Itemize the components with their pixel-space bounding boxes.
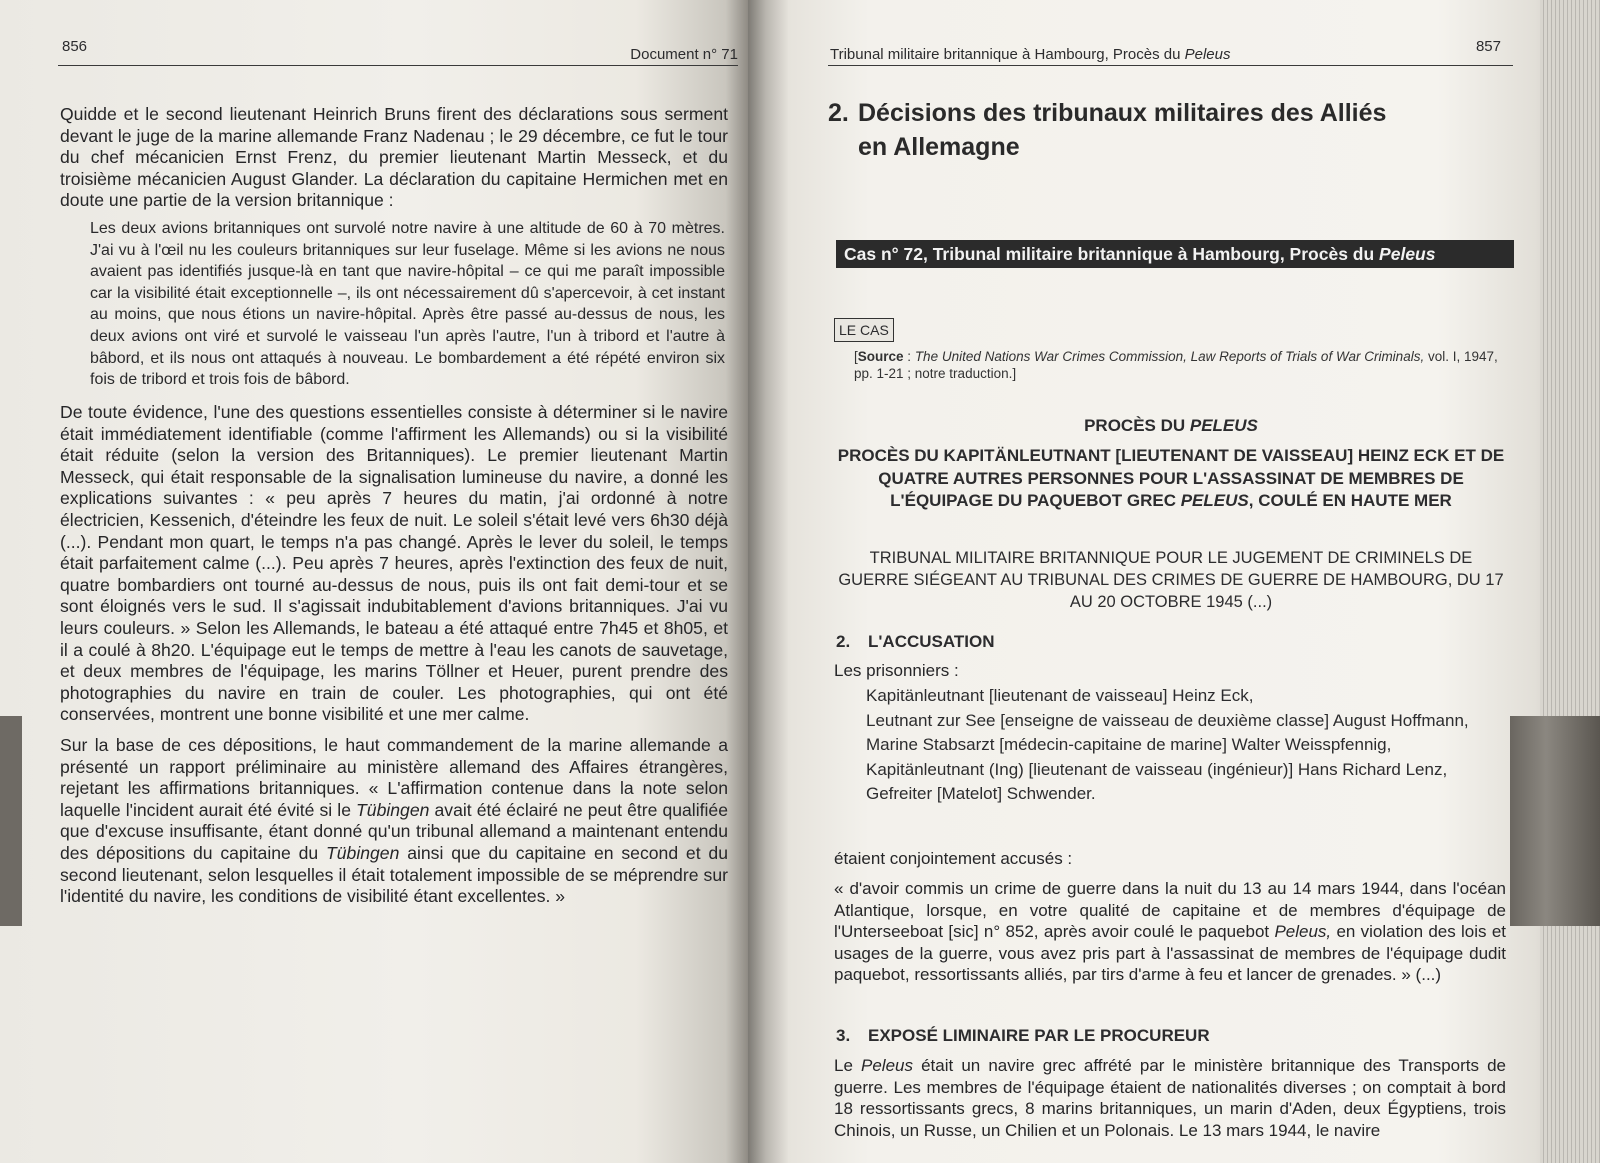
page-number-left: 856 [62,38,88,55]
prisoner-list [866,684,1506,807]
p3-ship-name-2: Tübingen [326,842,400,863]
case-bar-text: Cas n° 72, Tribunal militaire britannique à Hambourg, Procès du [844,244,1380,264]
list-item: Gefreiter [Matelot] Schwender. [866,784,1096,804]
source-label: Source [857,349,904,364]
charge-text-b: en violation des lois et usages de la guerre, vous avez pris part à l'assassinat de membres de l'équipage dudit paquebot, ressortissants alliés, par tirs d'arme à feu et lancer de grenades. » (...) [834,922,1506,985]
thumb-tab-left [0,716,22,926]
chapter-title [828,96,1448,164]
proces-prefix: PROCÈS DU [1084,416,1190,435]
right-running-head-title [830,46,1231,63]
trial-heading-b: , COULÉ EN HAUTE MER [1248,491,1452,510]
chapter-title-line-1: Décisions des tribunaux militaires des Alliés [858,99,1387,127]
trial-heading-a: PROCÈS DU KAPITÄNLEUTNANT [LIEUTENANT DE VAISSEAU] HEINZ ECK ET DE QUATRE AUTRES PERSONNES POUR L'ASSASSINAT DE MEMBRES DE L'ÉQUIPAGE DU PAQUEBOT GREC [837,446,1505,510]
book-gutter [748,0,788,1163]
page-edges [1540,0,1600,1163]
trial-heading [836,445,1506,513]
left-block-quote: Les deux avions britanniques ont survolé notre navire à une altitude de 60 à 70 mètres. J'ai vu à l'œil nu les couleurs britanniques sur leur fuselage. Même si les avions ne nous avaient pas identifiés jusque-là en tant que navire-hôpital – ce qui me paraît impossible car la visibilité était exceptionnelle –, ils ont nécessairement dû s'apercevoir, à cet instant au moins, que nous étions un navire-hôpital. Après être passé au-dessus de nous, les deux avions ont viré et survolé le vaisseau l'un après l'autre, l'un à tribord et l'autre à bâbord, et ils nous ont attaqués à nouveau. Le bombardement a été répété environ six fois de tribord et trois fois de bâbord. [90,220,725,389]
charge-text [834,878,1506,986]
section-expose-heading [836,1026,1210,1046]
proces-title [836,416,1506,436]
trial-heading-ship: PELEUS [1180,491,1249,510]
left-running-head-title: Document n° 71 [630,46,738,63]
list-item: Kapitänleutnant (Ing) [lieutenant de vaisseau (ingénieur)] Hans Richard Lenz, [866,759,1448,779]
expose-paragraph [834,1055,1506,1141]
section-2-title: L'ACCUSATION [868,632,995,651]
expose-prefix: Le [834,1056,862,1075]
section-3-title: EXPOSÉ LIMINAIRE PAR LE PROCUREUR [868,1026,1210,1045]
charge-text-a: « d'avoir commis un crime de guerre dans la nuit du 13 au 14 mars 1944, dans l'océan Atlantique, lorsque, en votre qualité de capitaine et de membres d'équipage de l'Unterseeboat [sic] n° 852, après avoir coulé le paquebot [834,879,1506,942]
left-paragraph-2: De toute évidence, l'une des questions essentielles consiste à déterminer si le navire était immédiatement identifiable (comme l'affirment les Allemands) ou si la visibilité était réduite (selon la version des Britanniques). Le premier lieutenant Martin Messeck, qui était responsable de la signalisation lumineuse du navire, a donné les explications suivantes : « peu après 7 heures du matin, j'ai ordonné à notre électricien, Kessenich, d'éteindre les feux de nuit. Le soleil s'était levé vers 6h30 déjà (...). Pendant mon quart, le temps n'a pas changé. Après le lever du soleil, le temps était parfaitement calme (...). Peu après 7 heures, après l'extinction des feux de nuit, quatre bombardiers ont tourné au-dessus de nous, puis ils ont fait demi-tour et se sont éloignés vers le sud. Il s'agissait indubitablement d'avions britanniques. J'ai vu leurs couleurs. » Selon les Allemands, le bateau a été attaqué entre 7h45 et 8h05, et il a coulé à 8h20. L'équipage eut le temps de mettre à l'eau les canots de sauvetage, et deux membres de l'équipage, les marins Töllner et Heuer, purent prendre des photographies du navire en train de couler. Les photographies, qui ont été conservées, montrent une bonne visibilité et une mer calme. [60,402,728,725]
p3-text-a: Sur la base de ces dépositions, le haut commandement de la marine allemande a présenté un rapport préliminaire au ministère allemand des Affaires étrangères, rejetant les affirmations britanniques. « L'affirmation contenue dans la note selon laquelle l'incident aurait été évité si le [60,735,728,820]
expose-ship: Peleus [861,1056,913,1075]
left-paragraph-3 [60,735,728,908]
list-item: Leutnant zur See [enseigne de vaisseau de deuxième classe] August Hoffmann, [866,710,1469,730]
expose-text: était un navire grec affrété par le ministère britannique des Transports de guerre. Les membres de l'équipage étaient de nationalités diverses ; on comptait à bord 18 ressortissants grecs, 8 marins britanniques, un marin d'Aden, deux Égyptiens, trois Chinois, un Russe, un Chilien et un Polonais. Le 13 mars 1944, le navire [834,1056,1506,1140]
thumb-tab-right [1510,716,1600,926]
chapter-number: 2. [828,99,849,127]
charge-ship: Peleus, [1274,922,1332,942]
list-item: Kapitänleutnant [lieutenant de vaisseau] Heinz Eck, [866,686,1254,705]
left-running-head [58,38,738,66]
p3-ship-name-1: Tübingen [356,799,430,820]
section-accusation-heading [836,632,995,652]
p3-text-c: ainsi que du capitaine en second et du second lieutenant, selon lesquelles il était totalement impossible de se méprendre sur l'identité du navire, les conditions de visibilité étant excellentes. » [60,842,728,907]
page-number-right: 857 [1475,38,1501,55]
section-3-number: 3. [836,1026,851,1045]
case-title-bar [836,240,1514,268]
right-page [788,0,1600,1163]
running-head-ship: Peleus [1184,46,1231,63]
right-running-head [828,38,1513,66]
prisoners-label: Les prisonniers : [834,661,959,680]
source-title: The United Nations War Crimes Commission, Law Reports of Trials of War Criminals, [914,349,1425,364]
running-head-prefix: Tribunal militaire britannique à Hambourg, Procès du [830,46,1185,63]
le-cas-label: LE CAS [834,318,894,342]
case-bar-ship: Peleus [1379,244,1436,264]
source-colon: : [903,349,915,364]
list-item: Marine Stabsarzt [médecin-capitaine de marine] Walter Weisspfennig, [866,735,1392,755]
left-paragraph-1: Quidde et le second lieutenant Heinrich Bruns firent des déclarations sous serment devant le juge de la marine allemande Franz Nadenau ; le 29 décembre, ce fut le tour du chef mécanicien Ernst Frenz, du premier lieutenant Martin Messeck, et du troisième mécanicien August Glander. La déclaration du capitaine Hermichen met en doute une partie de la version britannique : [60,104,728,211]
source-bracket: [ [854,349,858,364]
section-2-number: 2. [836,632,851,651]
proces-ship: PELEUS [1189,416,1258,435]
source-citation [854,348,1504,382]
p3-text-b: avait été éclairé ne peut être qualifiée que d'excuse insuffisante, étant donné qu'un tribunal allemand a maintenant entendu des dépositions du capitaine du [60,799,728,863]
tribunal-subheading: TRIBUNAL MILITAIRE BRITANNIQUE POUR LE JUGEMENT DE CRIMINELS DE GUERRE SIÉGEANT AU TRIBUNAL DES CRIMES DE GUERRE DE HAMBOURG, DU 17 AU 20 OCTOBRE 1945 (...) [838,549,1504,611]
left-page [0,0,748,1163]
chapter-title-line-2: en Allemagne [858,133,1020,161]
accused-label: étaient conjointement accusés : [834,849,1073,868]
source-rest: vol. I, 1947, pp. 1-21 ; notre traduction.] [854,349,1498,381]
